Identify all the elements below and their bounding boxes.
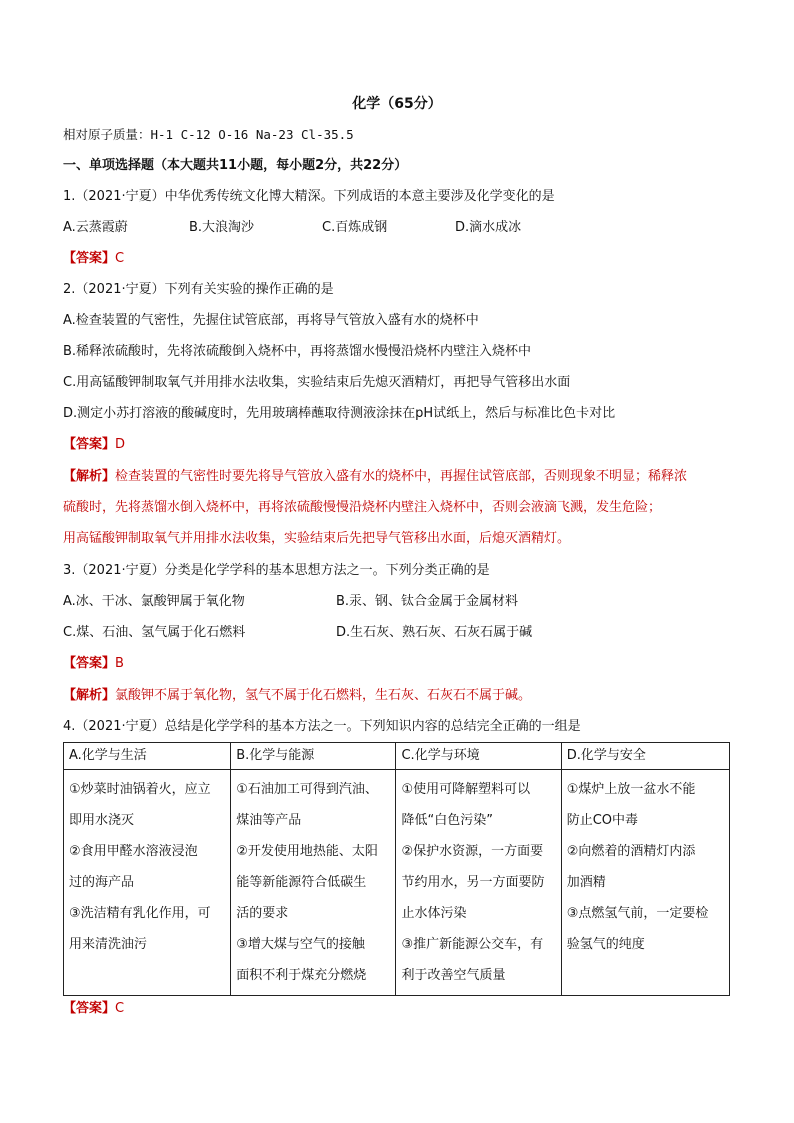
cell-line: 加酒精 <box>566 875 606 890</box>
q3-option-b: B.汞、钢、钛合金属于金属材料 <box>336 594 519 609</box>
table-cell-life <box>64 770 231 996</box>
q1-option-b: B.大浪淘沙 <box>189 220 255 235</box>
q2-analysis-line-2: 硫酸时，先将蒸馏水倒入烧杯中，再将浓硫酸慢慢沿烧杯内壁注入烧杯中，否则会液滴飞溅，发生危险； <box>63 500 662 515</box>
q1-option-d: D.滴水成冰 <box>455 220 522 235</box>
cell-line: ③点燃氢气前，一定要检 <box>566 906 709 921</box>
cell-line: 煤油等产品 <box>236 813 302 828</box>
cell-line: ②保护水资源，一方面要 <box>401 844 544 859</box>
cell-line: 验氢气的纯度 <box>566 937 645 952</box>
cell-line: 止水体污染 <box>401 906 467 921</box>
q1-option-a: A.云蒸霞蔚 <box>63 220 128 235</box>
q3-analysis <box>63 688 531 704</box>
answer-tag: 【答案】 <box>63 1001 116 1016</box>
table-header-cell: A.化学与生活 <box>64 743 231 770</box>
table-header-cell: C.化学与环境 <box>396 743 561 770</box>
q2-analysis-line-1 <box>63 469 687 485</box>
table-cell-environment <box>396 770 561 996</box>
table-header-cell: D.化学与安全 <box>561 743 729 770</box>
q2-answer <box>63 437 125 453</box>
answer-tag: 【答案】 <box>63 251 116 266</box>
analysis-tag: 【解析】 <box>63 688 116 703</box>
cell-line: 利于改善空气质量 <box>401 968 506 983</box>
question-4-stem: 4.（2021·宁夏）总结是化学学科的基本方法之一。下列知识内容的总结完全正确的一组是 <box>63 719 581 734</box>
q2-analysis-line-3: 用高锰酸钾制取氧气并用排水法收集，实验结束后先把导气管移出水面，后熄灭酒精灯。 <box>63 531 571 546</box>
cell-line: 面积不利于煤充分燃烧 <box>236 968 367 983</box>
question-2-stem: 2.（2021·宁夏）下列有关实验的操作正确的是 <box>63 282 334 297</box>
cell-line: ②向燃着的酒精灯内添 <box>566 844 696 859</box>
cell-line: ①使用可降解塑料可以 <box>401 782 531 797</box>
cell-line: 降低“白色污染” <box>401 813 493 828</box>
table-header-row <box>64 743 730 770</box>
cell-line: ②开发使用地热能、太阳 <box>236 844 378 859</box>
analysis-tag: 【解析】 <box>63 469 116 484</box>
answer-tag: 【答案】 <box>63 656 116 671</box>
analysis-text: 检查装置的气密性时要先将导气管放入盛有水的烧杯中，再握住试管底部，否则现象不明显；稀释浓 <box>115 469 688 484</box>
question-3-stem: 3.（2021·宁夏）分类是化学学科的基本思想方法之一。下列分类正确的是 <box>63 563 490 578</box>
table-row <box>64 770 730 996</box>
q4-summary-table <box>63 742 730 996</box>
page-title: 化学（65分） <box>352 96 442 112</box>
q2-option-b: B.稀释浓硫酸时，先将浓硫酸倒入烧杯中，再将蒸馏水慢慢沿烧杯内壁注入烧杯中 <box>63 344 532 359</box>
cell-line: ③洗洁精有乳化作用，可 <box>69 906 211 921</box>
q3-answer <box>63 656 124 672</box>
answer-value: C <box>115 251 125 266</box>
cell-line: ①炒菜时油锅着火，应立 <box>69 782 211 797</box>
answer-value: D <box>115 437 126 452</box>
q2-option-a: A.检查装置的气密性，先握住试管底部，再将导气管放入盛有水的烧杯中 <box>63 313 479 328</box>
cell-line: ①石油加工可得到汽油、 <box>236 782 378 797</box>
cell-line: 即用水浇灭 <box>69 813 135 828</box>
cell-line: 过的海产品 <box>69 875 135 890</box>
table-cell-energy <box>231 770 396 996</box>
cell-line: 防止CO中毒 <box>566 813 639 828</box>
cell-line: 节约用水，另一方面要防 <box>401 875 545 890</box>
q2-option-d: D.测定小苏打溶液的酸碱度时，先用玻璃棒蘸取待测液涂抹在pH试纸上，然后与标准比色卡对比 <box>63 406 616 421</box>
q3-option-c: C.煤、石油、氢气属于化石燃料 <box>63 625 246 640</box>
cell-line: 能等新能源符合低碳生 <box>236 875 367 890</box>
answer-tag: 【答案】 <box>63 437 116 452</box>
question-1-stem: 1.（2021·宁夏）中华优秀传统文化博大精深。下列成语的本意主要涉及化学变化的是 <box>63 189 555 204</box>
answer-value: B <box>115 656 124 671</box>
atomic-mass-line: 相对原子质量：H-1 C-12 O-16 Na-23 Cl-35.5 <box>63 127 354 142</box>
cell-line: 活的要求 <box>236 906 289 921</box>
cell-line: ③推广新能源公交车，有 <box>401 937 544 952</box>
cell-line: ③增大煤与空气的接触 <box>236 937 365 952</box>
cell-line: ②食用甲醛水溶液浸泡 <box>69 844 198 859</box>
table-cell-safety <box>561 770 729 996</box>
cell-line: 用来清洗油污 <box>69 937 148 952</box>
q2-option-c: C.用高锰酸钾制取氧气并用排水法收集，实验结束后先熄灭酒精灯，再把导气管移出水面 <box>63 375 571 390</box>
answer-value: C <box>115 1001 125 1016</box>
cell-line: ①煤炉上放一盆水不能 <box>566 782 696 797</box>
q1-option-c: C.百炼成钢 <box>322 220 388 235</box>
q1-answer <box>63 251 124 267</box>
q3-option-d: D.生石灰、熟石灰、石灰石属于碱 <box>336 625 533 640</box>
table-header-cell: B.化学与能源 <box>231 743 396 770</box>
q3-option-a: A.冰、干冰、氯酸钾属于氧化物 <box>63 594 245 609</box>
analysis-text: 氯酸钾不属于氧化物，氢气不属于化石燃料，生石灰、石灰石不属于碱。 <box>115 688 532 703</box>
q4-answer <box>63 1001 124 1017</box>
section-heading: 一、单项选择题（本大题共11小题，每小题2分，共22分） <box>63 158 408 173</box>
